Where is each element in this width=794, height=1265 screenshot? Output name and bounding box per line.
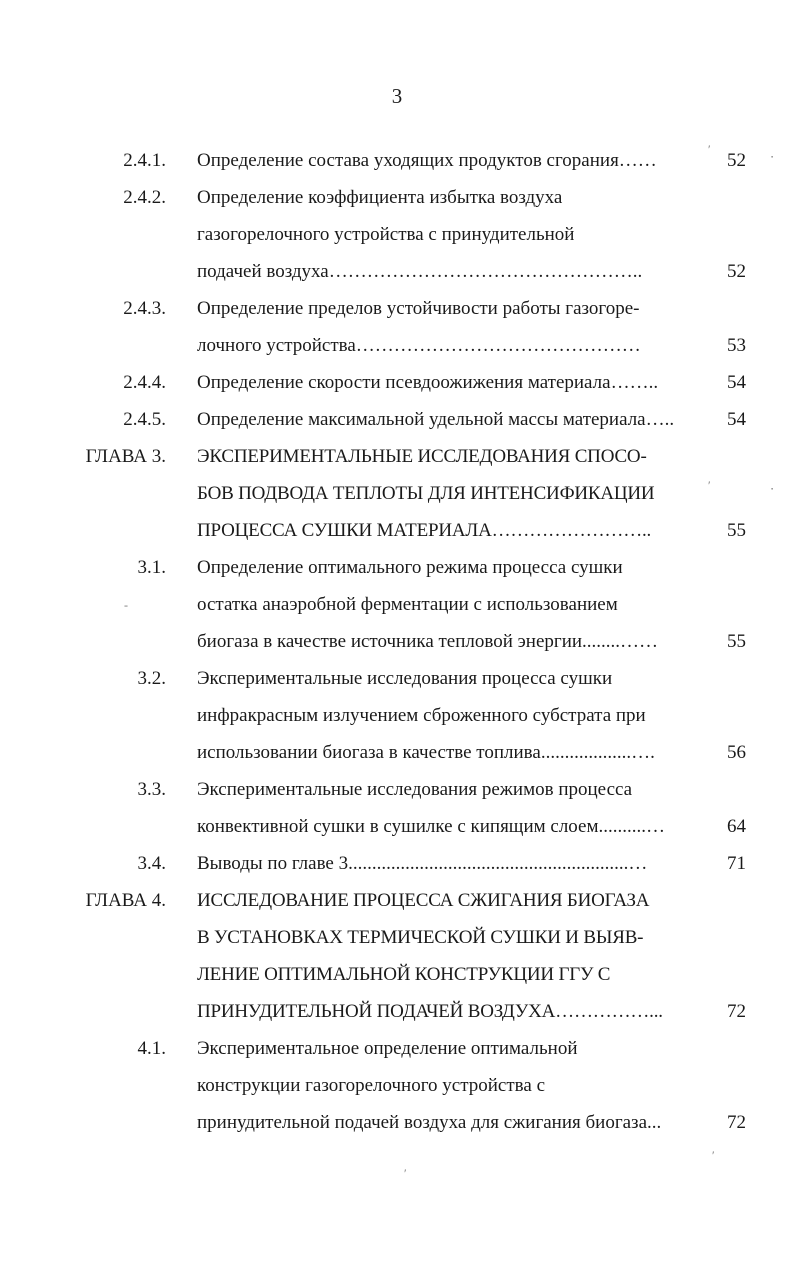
table-of-contents [0,146,794,1145]
toc-line [0,738,794,775]
scan-mark: ⋅ [770,150,775,164]
toc-entry-text: лочного устройства……………………………………… [197,335,641,356]
toc-line [0,849,794,886]
toc-line [0,368,794,405]
toc-entry-text: Определение скорости псевдоожижения материала…….. [197,372,659,393]
toc-line [0,960,794,997]
toc-entry-text: Экспериментальные исследования процесса сушки [197,668,613,689]
toc-entry-text: ПРИНУДИТЕЛЬНОЙ ПОДАЧЕЙ ВОЗДУХА……………... [197,1001,663,1022]
toc-entry-page: 54 [727,372,746,393]
toc-line [0,627,794,664]
toc-entry-text: принудительной подачей воздуха для сжигания биогаза... [197,1112,662,1133]
toc-entry-number: 2.4.5. [123,409,166,430]
toc-line [0,331,794,368]
scan-mark: ′ [708,478,711,492]
toc-line [0,516,794,553]
toc-entry-text: Определение пределов устойчивости работы газогоре- [197,298,640,319]
toc-entry-page: 72 [727,1112,746,1133]
toc-entry-number: 2.4.2. [123,187,166,208]
toc-line [0,442,794,479]
toc-entry-page: 52 [727,150,746,171]
toc-line [0,590,794,627]
toc-entry-text: ЭКСПЕРИМЕНТАЛЬНЫЕ ИССЛЕДОВАНИЯ СПОСО- [197,446,647,467]
toc-entry-page: 54 [727,409,746,430]
toc-entry-number: ГЛАВА 4. [85,890,166,911]
toc-entry-page: 56 [727,742,746,763]
toc-entry-text: инфракрасным излучением сброженного субстрата при [197,705,646,726]
toc-entry-number: 2.4.3. [123,298,166,319]
toc-entry-number: 3.3. [137,779,166,800]
toc-line [0,220,794,257]
toc-line [0,553,794,590]
toc-line [0,479,794,516]
toc-line [0,1034,794,1071]
scan-mark: ′ [404,1166,407,1180]
toc-entry-text: В УСТАНОВКАХ ТЕРМИЧЕСКОЙ СУШКИ И ВЫЯВ- [197,927,644,948]
toc-line [0,664,794,701]
toc-line [0,1071,794,1108]
toc-line [0,294,794,331]
toc-entry-page: 55 [727,520,746,541]
toc-entry-page: 52 [727,261,746,282]
toc-entry-number: 4.1. [137,1038,166,1059]
scan-mark: ′ [712,1148,715,1162]
toc-entry-text: газогорелочного устройства с принудительной [197,224,575,245]
toc-entry-text: ЛЕНИЕ ОПТИМАЛЬНОЙ КОНСТРУКЦИИ ГГУ С [197,964,611,985]
toc-entry-number: 3.1. [137,557,166,578]
toc-entry-page: 72 [727,1001,746,1022]
toc-entry-page: 53 [727,335,746,356]
toc-line [0,886,794,923]
toc-entry-text: Определение оптимального режима процесса сушки [197,557,623,578]
scan-mark: ⋅ [770,482,775,496]
toc-entry-number: ГЛАВА 3. [85,446,166,467]
toc-line [0,775,794,812]
toc-entry-page: 55 [727,631,746,652]
toc-line [0,923,794,960]
toc-entry-text: БОВ ПОДВОДА ТЕПЛОТЫ ДЛЯ ИНТЕНСИФИКАЦИИ [197,483,655,504]
toc-entry-page: 71 [727,853,746,874]
page-number: 3 [391,84,403,108]
scan-mark: - [124,598,128,612]
toc-line [0,183,794,220]
toc-entry-text: Выводы по главе 3...........................................................… [197,853,648,874]
toc-line [0,146,794,183]
toc-entry-text: Определение состава уходящих продуктов сгорания…… [197,150,657,171]
toc-line [0,405,794,442]
toc-entry-text: Экспериментальные исследования режимов процесса [197,779,633,800]
toc-entry-text: Определение максимальной удельной массы материала….. [197,409,675,430]
toc-entry-number: 3.2. [137,668,166,689]
toc-entry-number: 3.4. [137,853,166,874]
toc-line [0,997,794,1034]
toc-entry-number: 2.4.4. [123,372,166,393]
toc-entry-text: подачей воздуха………………………………………….. [197,261,643,282]
toc-entry-text: Экспериментальное определение оптимальной [197,1038,578,1059]
toc-entry-text: ИССЛЕДОВАНИЕ ПРОЦЕССА СЖИГАНИЯ БИОГАЗА [197,890,650,911]
toc-entry-text: использовании биогаза в качестве топлива...................…. [197,742,655,763]
toc-entry-text: остатка анаэробной ферментации с использованием [197,594,618,615]
toc-line [0,701,794,738]
toc-line [0,1108,794,1145]
toc-line [0,812,794,849]
toc-entry-text: конвективной сушки в сушилке с кипящим слоем..........… [197,816,665,837]
toc-entry-number: 2.4.1. [123,150,166,171]
toc-entry-text: ПРОЦЕССА СУШКИ МАТЕРИАЛА…………………….. [197,520,652,541]
toc-entry-page: 64 [727,816,746,837]
scan-mark: ′ [708,142,711,156]
toc-entry-text: биогаза в качестве источника тепловой энергии........…… [197,631,659,652]
toc-entry-text: конструкции газогорелочного устройства с [197,1075,546,1096]
toc-entry-text: Определение коэффициента избытка воздуха [197,187,563,208]
toc-line [0,257,794,294]
